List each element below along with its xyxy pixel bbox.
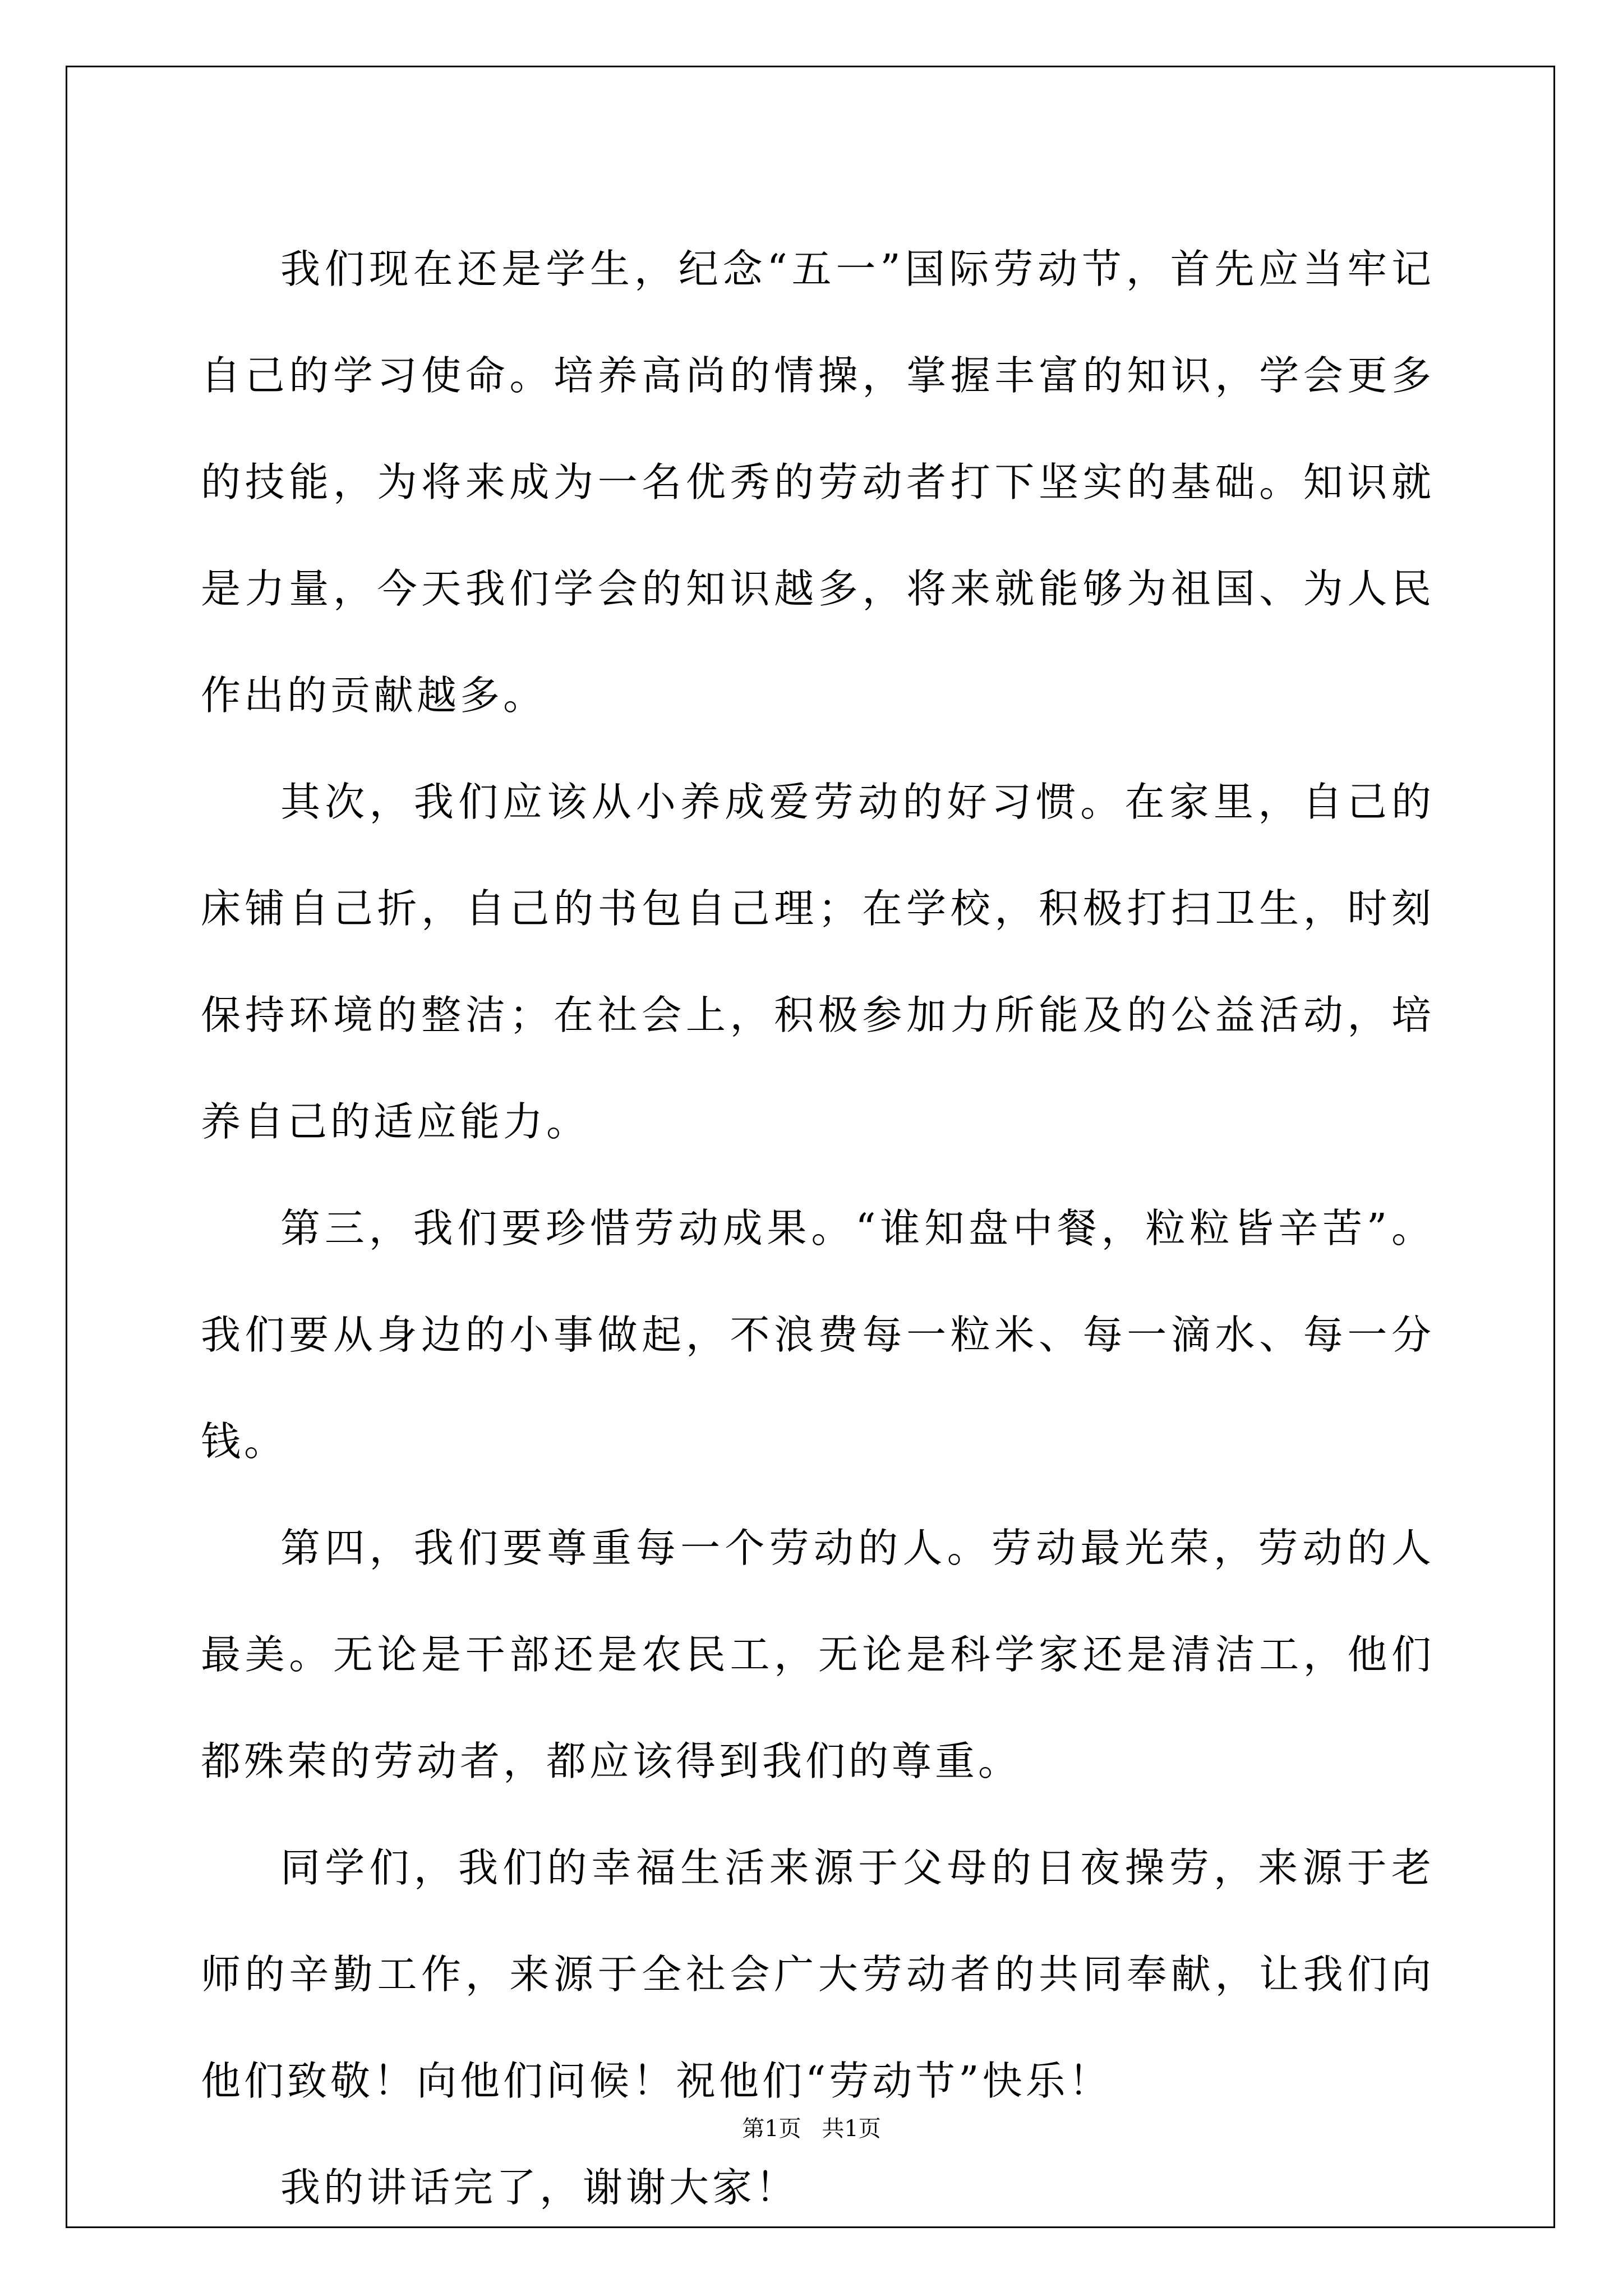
- paragraph: 同学们，我们的幸福生活来源于父母的日夜操劳，来源于老师的辛勤工作，来源于全社会广大劳动者的共同奉献，让我们向他们致敬！向他们问候！祝他们“劳动节”快乐！: [201, 1844, 1435, 2104]
- page-number: 第1页: [742, 2116, 801, 2142]
- document-body: [201, 216, 1435, 2241]
- page-count: 共1页: [822, 2116, 881, 2142]
- paragraph: 其次，我们应该从小养成爱劳动的好习惯。在家里，自己的床铺自己折，自己的书包自己理；在学校，积极打扫卫生，时刻保持环境的整洁；在社会上，积极参加力所能及的公益活动，培养自己的适应能力。: [201, 779, 1435, 1145]
- paragraph: 第四，我们要尊重每一个劳动的人。劳动最光荣，劳动的人最美。无论是干部还是农民工，无论是科学家还是清洁工，他们都殊荣的劳动者，都应该得到我们的尊重。: [201, 1525, 1435, 1784]
- page-footer: [0, 2112, 1623, 2146]
- paragraph: 第三，我们要珍惜劳动成果。“谁知盘中餐，粒粒皆辛苦”。我们要从身边的小事做起，不浪费每一粒米、每一滴水、每一分钱。: [201, 1205, 1435, 1465]
- paragraph: 我的讲话完了，谢谢大家！: [280, 2164, 799, 2211]
- paragraph: 我们现在还是学生，纪念“五一”国际劳动节，首先应当牢记自己的学习使命。培养高尚的情操，掌握丰富的知识，学会更多的技能，为将来成为一名优秀的劳动者打下坚实的基础。知识就是力量，今天我们学会的知识越多，将来就能够为祖国、为人民作出的贡献越多。: [201, 246, 1435, 719]
